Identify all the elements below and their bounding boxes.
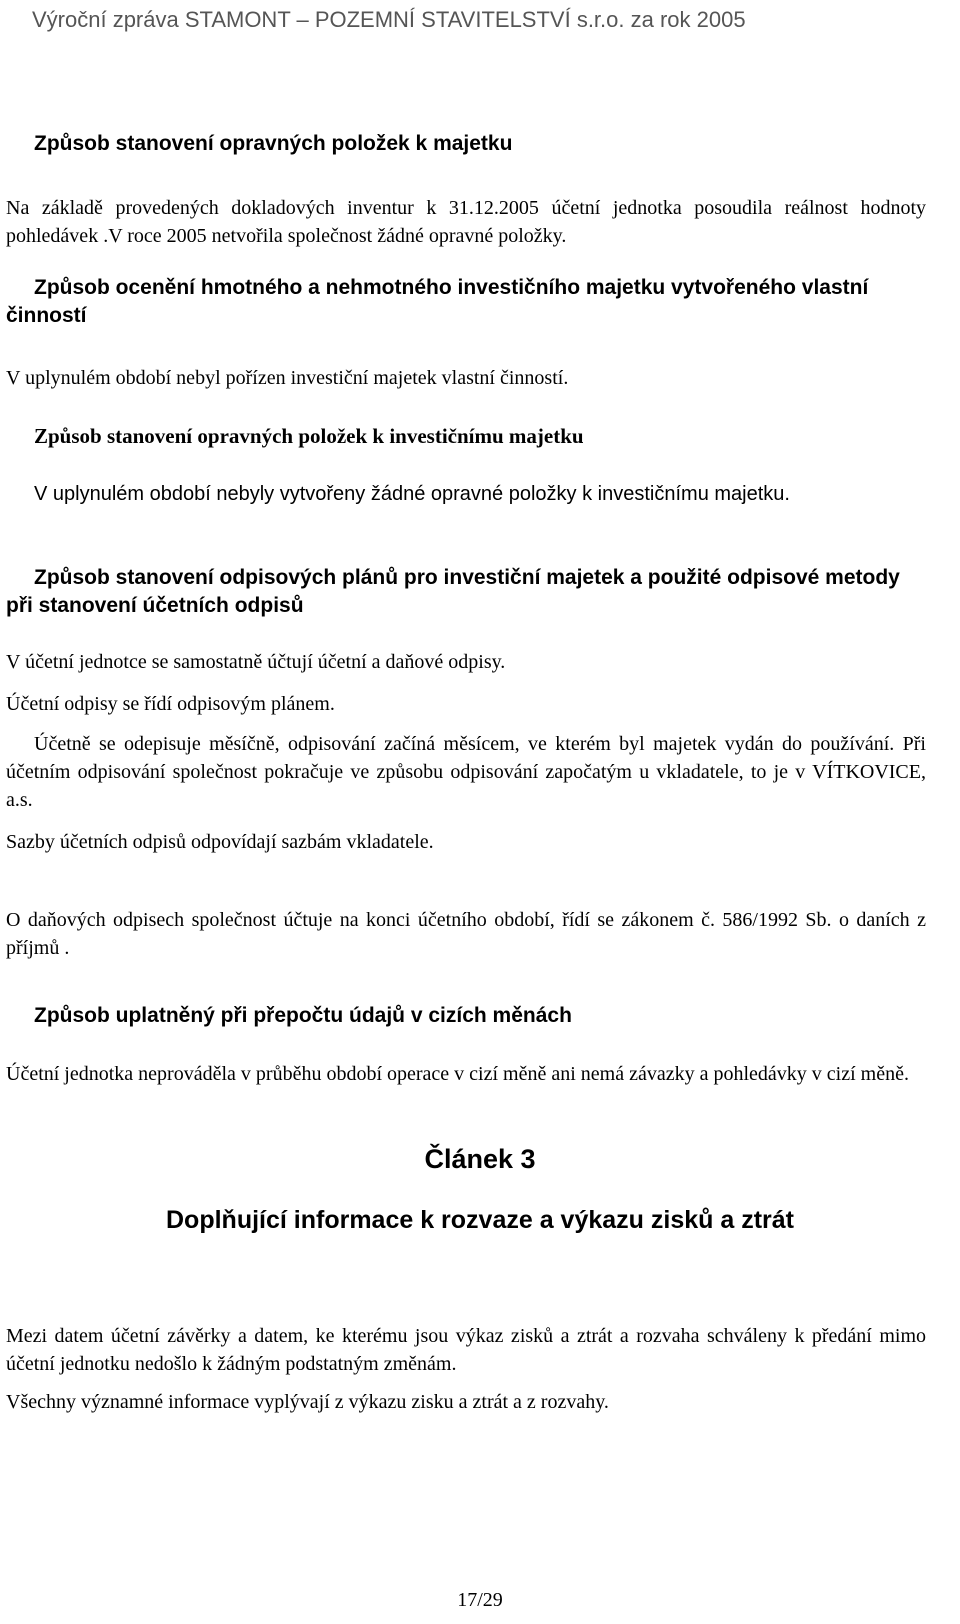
article-title: Doplňující informace k rozvaze a výkazu zisků a ztrát xyxy=(166,1206,794,1234)
page-number: 17/29 xyxy=(457,1589,503,1611)
paragraph-zadne-zmeny: Mezi datem účetní závěrky a datem, ke kterému jsou výkaz zisků a ztrát a rozvaha schváleny k předání mimo účetní jednotku nedošlo k žádným podstatným změnám. xyxy=(6,1325,926,1375)
paragraph-cizi-mena: Účetní jednotka neprováděla v průběhu období operace v cizí měně ani nemá závazky a pohledávky v cizí měně. xyxy=(6,1063,909,1085)
paragraph-vyznamne-informace: Všechny významné informace vyplývají z výkazu zisku a ztrát a z rozvahy. xyxy=(6,1391,609,1413)
heading-cizi-meny: Způsob uplatněný při přepočtu údajů v cizích měnách xyxy=(34,1004,572,1027)
paragraph-sazby-odpisu: Sazby účetních odpisů odpovídají sazbám vkladatele. xyxy=(6,831,434,853)
paragraph-mesicni-odpisovani: Účetně se odepisuje měsíčně, odpisování začíná měsícem, ve kterém byl majetek vydán do používání. Při účetním odpisování společnost pokračuje ve způsobu odpisování započatým u vkladatele, to je v VÍTKOVICE, a.s. xyxy=(6,733,926,811)
paragraph-ucetni-danove-odpisy: V účetní jednotce se samostatně účtují účetní a daňové odpisy. xyxy=(6,651,506,673)
paragraph-odpisovy-plan: Účetní odpisy se řídí odpisovým plánem. xyxy=(6,693,335,715)
paragraph-vlastni-cinnost: V uplynulém období nebyl pořízen investiční majetek vlastní činností. xyxy=(6,367,569,389)
heading-opravne-polozky-investicni: Způsob stanovení opravných položek k investičnímu majetku xyxy=(34,424,584,448)
paragraph-danove-odpisy: O daňových odpisech společnost účtuje na konci účetního období, řídí se zákonem č. 586/1992 Sb. o daních z příjmů . xyxy=(6,909,926,959)
article-number: Článek 3 xyxy=(424,1144,536,1174)
heading-opravne-polozky-majetek: Způsob stanovení opravných položek k majetku xyxy=(34,132,513,155)
heading-odpisove-plany: Způsob stanovení odpisových plánů pro investiční majetek a použité odpisové metody při stanovení účetních odpisů xyxy=(6,566,900,617)
heading-oceneni-investicniho-majetku: Způsob ocenění hmotného a nehmotného investičního majetku vytvořeného vlastní činností xyxy=(6,276,869,327)
paragraph-inventury: Na základě provedených dokladových inventur k 31.12.2005 účetní jednotka posoudila reálnost hodnoty pohledávek .V roce 2005 netvořila společnost žádné opravné položky. xyxy=(6,197,926,247)
running-header: Výroční zpráva STAMONT – POZEMNÍ STAVITELSTVÍ s.r.o. za rok 2005 xyxy=(32,7,746,32)
paragraph-zadne-opravne-polozky: V uplynulém období nebyly vytvořeny žádné opravné položky k investičnímu majetku. xyxy=(34,483,790,505)
